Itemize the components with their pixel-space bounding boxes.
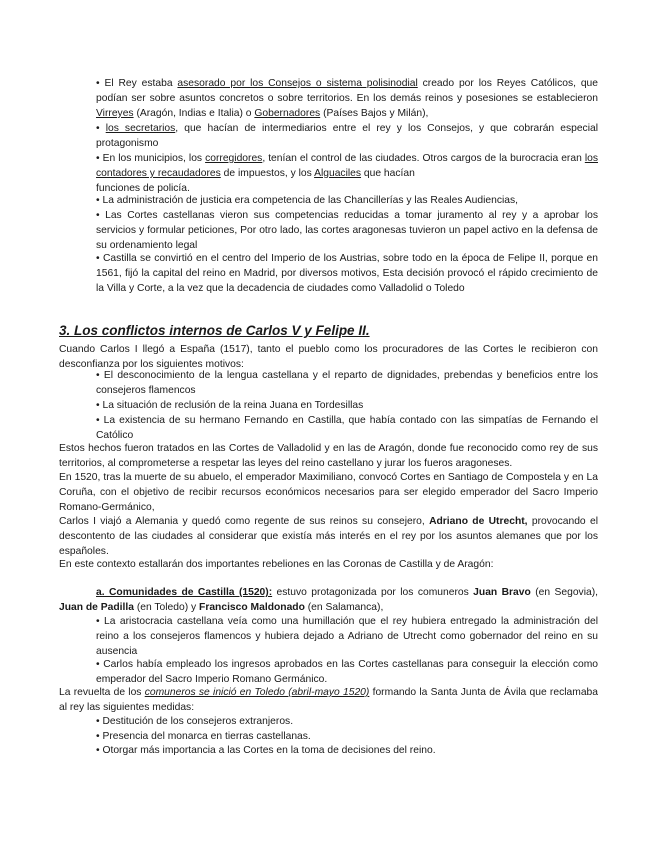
name-juan-bravo: Juan Bravo bbox=[473, 587, 531, 598]
paragraph-hechos: Estos hechos fueron tratados en las Cortes de Valladolid y en las de Aragón, donde fue reconocido como rey de sus territorios, al comprometerse a respetar las leyes del reino castellano y jurar los fueros aragoneses. bbox=[59, 443, 598, 469]
underlined-secretarios: los secretarios bbox=[105, 123, 176, 134]
medida-item: • Presencia del monarca en tierras castellanas. bbox=[96, 731, 311, 742]
bullet-castilla: • Castilla se convirtió en el centro del Imperio de los Austrias, sobre todo en la época de Felipe II, porque en 1561, fijó la capital del reino en Madrid, por diversos motivos, Esta decisión provocó el rápido crecimiento de la Villa y Corte, a la vez que la decadencia de ciudades como Valladolid o Toledo bbox=[96, 253, 598, 294]
bullet-cortes: • Las Cortes castellanas vieron sus competencias reducidas a tomar juramento al rey y a aprobar los servicios y formular peticiones, Por otro lado, las cortes aragonesas tuvieron un papel activo en la defensa de su ordenamiento legal bbox=[96, 210, 598, 251]
underlined-consejos: asesorado por los Consejos o sistema polisinodial bbox=[177, 78, 418, 89]
underlined-virreyes: Virreyes bbox=[96, 108, 134, 119]
comunidades-bullet: • La aristocracia castellana veía como una humillación que el rey hubiera entregado la administración del reino a los consejeros flamencos y hubiera dejado a Adriano de Utrecht como gobernador del reino en su ausencia bbox=[96, 616, 598, 657]
paragraph-1520: En 1520, tras la muerte de su abuelo, el emperador Maximiliano, convocó Cortes en Santiago de Compostela y en La Coruña, con el objetivo de recibir recursos económicos necesarios para ser elegido emperador del Sacro Imperio Romano-Germánico, bbox=[59, 472, 598, 513]
motive-item: • La situación de reclusión de la reina Juana en Tordesillas bbox=[96, 400, 364, 411]
motive-item: • El desconocimiento de la lengua castellana y el reparto de dignidades, prebendas y beneficios entre los consejeros flamencos bbox=[96, 370, 598, 396]
intro-paragraph: Cuando Carlos I llegó a España (1517), tanto el pueblo como los procuradores de las Cortes le recibieron con desconfianza por los siguientes motivos: bbox=[59, 344, 598, 370]
bullet-municipios: • En los municipios, los corregidores, tenían el control de las ciudades. Otros cargos de la burocracia eran los contadores y recaudadores de impuestos, y los Alguaciles que hacían funciones de policía. bbox=[96, 153, 598, 194]
paragraph-contexto: En este contexto estallarán dos importantes rebeliones en las Coronas de Castilla y de Aragón: bbox=[59, 559, 494, 570]
name-adriano: Adriano de Utrecht, bbox=[429, 516, 528, 527]
motive-item: • La existencia de su hermano Fernando en Castilla, que había contado con las simpatías de Fernando el Católico bbox=[96, 415, 598, 441]
paragraph-viaje: Carlos I viajó a Alemania y quedó como regente de sus reinos su consejero, Adriano de Utrecht, provocando el descontento de las ciudades al considerar que existía más interés en el rey por los asuntos alemanes que por los españoles. bbox=[59, 516, 598, 557]
italic-comuneros: comuneros se inició en Toledo (abril-mayo 1520) bbox=[144, 687, 370, 698]
bullet-secretarios: • los secretarios, que hacían de intermediarios entre el rey y los Consejos, y que cobrarán especial protagonismo bbox=[96, 123, 598, 149]
underlined-contadores: los contadores y recaudadores bbox=[96, 153, 598, 179]
name-francisco-maldonado: Francisco Maldonado bbox=[199, 602, 305, 613]
paragraph-revuelta: La revuelta de los comuneros se inició en Toledo (abril-mayo 1520) formando la Santa Junta de Ávila que reclamaba al rey las siguientes medidas: bbox=[59, 687, 599, 713]
bullet-consejos: • El Rey estaba asesorado por los Consejos o sistema polisinodial creado por los Reyes Católicos, que podían ser sobre asuntos concretos o sobre territorios. En los demás reinos y posesiones se establecieron Virreyes (Aragón, Indias e Italia) o Gobernadores (Países Bajos y Milán), bbox=[96, 78, 599, 119]
subheading-comunidades: a. Comunidades de Castilla (1520): bbox=[96, 587, 273, 598]
underlined-gobernadores: Gobernadores bbox=[254, 108, 321, 119]
comunidades-bullet: • Carlos había empleado los ingresos aprobados en las Cortes castellanas para conseguir la elección como emperador del Sacro Imperio Romano Germánico. bbox=[96, 659, 598, 685]
underlined-corregidores: corregidores bbox=[205, 153, 263, 164]
bullet-justicia: • La administración de justicia era competencia de las Chancillerías y las Reales Audiencias, bbox=[96, 195, 518, 206]
medida-item: • Destitución de los consejeros extranjeros. bbox=[96, 716, 294, 727]
name-juan-de-padilla: Juan de Padilla bbox=[59, 602, 134, 613]
underlined-alguaciles: Alguaciles bbox=[314, 168, 362, 179]
medida-item: • Otorgar más importancia a las Cortes en la toma de decisiones del reino. bbox=[96, 745, 436, 756]
paragraph-comunidades: a. Comunidades de Castilla (1520): estuvo protagonizada por los comuneros Juan Bravo (en Segovia), Juan de Padilla (en Toledo) y Francisco Maldonado (en Salamanca), bbox=[59, 587, 599, 613]
section-heading: 3. Los conflictos internos de Carlos V y Felipe II. bbox=[59, 323, 370, 338]
